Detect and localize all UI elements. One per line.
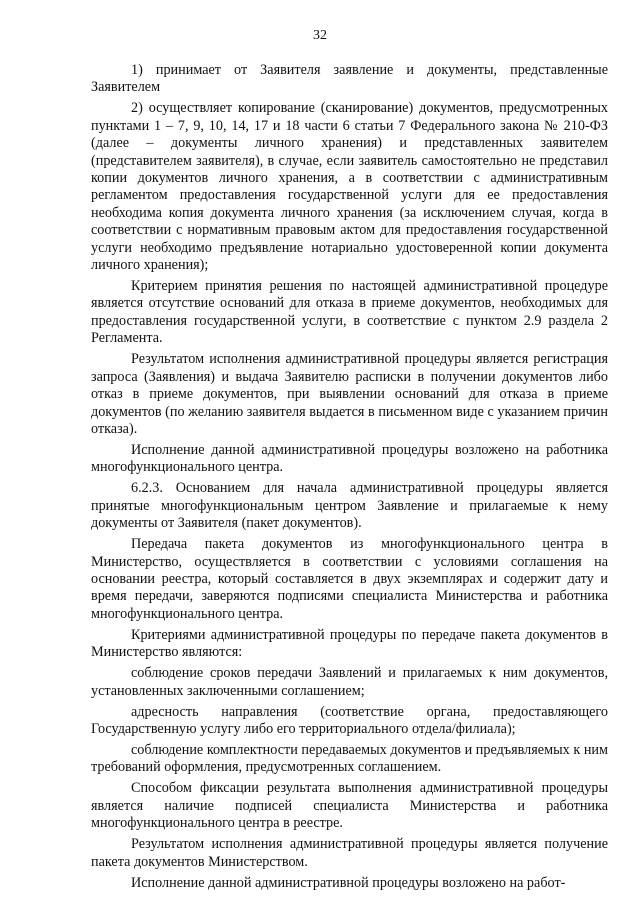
document-body xyxy=(91,62,608,896)
paragraph: Передача пакета документов из многофункционального центра в Министерство, осуществляется в соответствии с условиями соглашения на основании реестра, который составляется в двух экземплярах и содержит дату и время передачи, заверяются подписями специалиста Министерства и работника многофункционального центра. xyxy=(91,536,608,622)
paragraph: соблюдение комплектности передаваемых документов и предъявляемых к ним требований оформления, предусмотренных соглашением. xyxy=(91,741,608,776)
paragraph: Способом фиксации результата выполнения административной процедуры является наличие подписей специалиста Министерства и работника многофункционального центра в реестре. xyxy=(91,780,608,832)
paragraph: Критерием принятия решения по настоящей административной процедуре является отсутствие оснований для отказа в приеме документов, необходимых для предоставления государственной услуги, в соответствие с пунктом 2.9 раздела 2 Регламента. xyxy=(91,278,608,347)
paragraph: Исполнение данной административной процедуры возложено на работ- xyxy=(131,874,566,891)
page-number: 32 xyxy=(313,28,327,43)
paragraph: Критериями административной процедуры по передаче пакета документов в Министерство являются: xyxy=(91,626,608,661)
paragraph: 1) принимает от Заявителя заявление и документы, представленные Заявителем xyxy=(91,62,608,96)
paragraph: 2) осуществляет копирование (сканирование) документов, предусмотренных пунктами 1 – 7, 9, 10, 14, 17 и 18 части 6 статьи 7 Федерального закона № 210-ФЗ (далее – документы личного хранения) и представленных заявителем (представителем заявителя), в случае, если заявитель самостоятельно не представил копии документов личного хранения, а в соответствии с административным регламентом предоставления государственной услуги для ее предоставления необходима копия документа личного хранения (за исключением случая, когда в соответствии с нормативным правовым актом для предоставления государственной услуги необходимо предъявление нотариально удостоверенной копии документа личного хранения); xyxy=(91,100,608,274)
paragraph: Результатом исполнения административной процедуры является регистрация запроса (Заявления) и выдача Заявителю расписки в получении документов либо отказ в приеме документов, при выявлении оснований для отказа в приеме документов (по желанию заявителя выдается в письменном виде с указанием причин отказа). xyxy=(91,351,608,437)
paragraph: Исполнение данной административной процедуры возложено на работника многофункционального центра. xyxy=(91,441,608,476)
paragraph: 6.2.3. Основанием для начала административной процедуры является принятые многофункциональным центром Заявление и прилагаемые к нему документы от Заявителя (пакет документов). xyxy=(91,480,608,532)
paragraph: Результатом исполнения административной процедуры является получение пакета документов Министерством. xyxy=(91,836,608,870)
paragraph: соблюдение сроков передачи Заявлений и прилагаемых к ним документов, установленных заключенными соглашением; xyxy=(91,665,608,699)
paragraph: адресность направления (соответствие органа, предоставляющего Государственную услугу либо его территориального отдела/филиала); xyxy=(91,703,608,737)
